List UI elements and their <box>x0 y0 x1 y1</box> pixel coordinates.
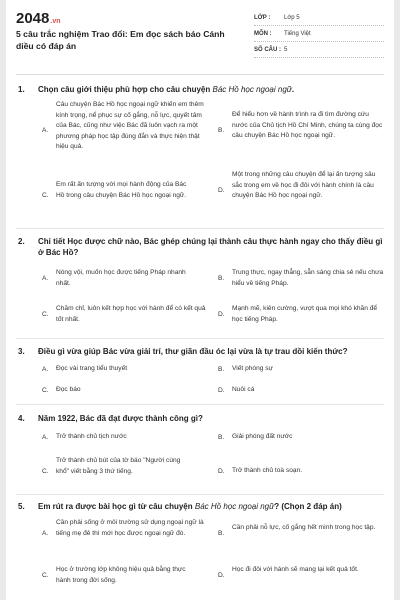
option-2-d[interactable] <box>218 304 384 326</box>
question-text-part: Em rút ra được bài học gì từ câu chuyện <box>38 502 195 511</box>
worksheet-page <box>6 0 394 600</box>
option-4-c[interactable] <box>42 456 208 488</box>
question-divider <box>16 228 384 229</box>
question-number: 2. <box>18 237 25 246</box>
meta-value: Tiếng Việt <box>284 30 311 37</box>
option-text: Viết phóng sự <box>232 365 273 372</box>
option-text: Nuôi cá <box>232 386 255 393</box>
option-4-a[interactable] <box>42 432 208 444</box>
option-letter: C. <box>42 571 49 579</box>
option-1-a[interactable] <box>42 100 208 162</box>
option-letter: B. <box>218 274 225 282</box>
option-letter: D. <box>218 310 225 318</box>
option-3-c[interactable] <box>42 385 208 397</box>
meta-key: SỐ CÂU : <box>254 46 281 53</box>
question-text-part: Chọn câu giới thiệu phù hợp cho câu chuyện <box>38 85 213 94</box>
option-text: Trở thành chủ bút của tờ báo "Người cùng khổ" viết bằng 3 thứ tiếng. <box>56 457 181 475</box>
option-letter: A. <box>42 365 49 373</box>
question-3 <box>18 346 388 358</box>
question-text: Điều gì vừa giúp Bác vừa giải trí, thư giãn đầu óc lại vừa là tự trau dồi kiến thức? <box>38 347 348 356</box>
option-letter: D. <box>218 571 225 579</box>
option-4-d[interactable] <box>218 466 384 478</box>
option-letter: C. <box>42 467 49 475</box>
option-text: Mạnh mẽ, kiên cường, vượt qua mọi khó khăn để học tiếng Pháp. <box>232 305 378 323</box>
site-logo[interactable] <box>16 10 61 27</box>
option-5-d[interactable] <box>218 565 384 587</box>
option-text: Đọc báo <box>56 386 81 393</box>
meta-row-class <box>254 10 384 26</box>
page-header <box>6 0 394 70</box>
question-text-part: . <box>291 85 295 94</box>
option-5-c[interactable] <box>42 565 208 587</box>
option-text: Giải phóng đất nước <box>232 433 293 440</box>
meta-value: Lớp 5 <box>284 14 300 21</box>
option-letter: D. <box>218 186 225 194</box>
question-text-part: ? (Chọn 2 đáp án) <box>274 502 342 511</box>
option-2-b[interactable] <box>218 268 384 290</box>
meta-key: MÔN : <box>254 30 272 37</box>
question-text-italic: Bác Hồ học ngoại ngữ <box>212 85 292 94</box>
meta-row-subject <box>254 26 384 42</box>
option-text: Đọc vài trang tiểu thuyết <box>56 365 128 372</box>
question-divider <box>16 404 384 405</box>
option-text: Cần phải sống ở môi trường sử dụng ngoại ngữ là tiếng mẹ đẻ thì mới học được ngoại ngữ đó. <box>56 519 204 537</box>
option-text: Trở thành chủ toà soạn. <box>232 467 303 474</box>
option-letter: A. <box>42 274 49 282</box>
option-text: Em rất ấn tượng với mọi hành động của Bác Hồ trong câu chuyện Bác Hồ học ngoại ngữ. <box>56 181 187 199</box>
question-divider <box>16 338 384 339</box>
option-text: Một trong những câu chuyện để lại ấn tượng sâu sắc trong em về học đi đôi với hành chính là câu chuyện Bác Hồ học ngoại ngữ. <box>232 171 376 199</box>
option-4-b[interactable] <box>218 432 384 444</box>
option-text: Câu chuyện Bác Hồ học ngoại ngữ khiến em thêm kính trọng, nể phục sự cố gắng, nỗ lực, quyết tâm của Bác, cũng như việc Bác đã luôn vạch ra một phương pháp học tập đúng đắn và thực hiện thật hiệu quả. <box>56 101 204 150</box>
logo-suffix: .vn <box>50 18 61 25</box>
option-5-a[interactable] <box>42 518 208 550</box>
question-text: Chi tiết Học được chữ nào, Bác ghép chúng lại thành câu thực hành ngay cho thấy điều gì ở Bác Hồ? <box>38 237 383 257</box>
question-number: 5. <box>18 502 25 511</box>
page-title: 5 câu trắc nghiệm Trao đổi: Em đọc sách báo Cánh diều có đáp án <box>16 29 225 51</box>
question-1 <box>18 84 388 96</box>
meta-row-count <box>254 42 384 58</box>
header-divider <box>16 74 384 75</box>
option-5-b[interactable] <box>218 523 384 545</box>
option-text: Học đi đôi với hành sẽ mang lại kết quả tốt. <box>232 566 359 573</box>
option-letter: B. <box>218 365 225 373</box>
option-3-b[interactable] <box>218 364 384 376</box>
question-divider <box>16 494 384 495</box>
question-number: 1. <box>18 85 25 94</box>
option-letter: D. <box>218 467 225 475</box>
question-text <box>38 501 388 512</box>
option-letter: B. <box>218 126 225 134</box>
option-2-a[interactable] <box>42 268 208 290</box>
question-number: 4. <box>18 414 25 423</box>
option-1-c[interactable] <box>42 180 208 212</box>
question-number: 3. <box>18 347 25 356</box>
option-letter: A. <box>42 433 49 441</box>
question-text-italic: Bác Hồ học ngoại ngữ <box>194 502 275 511</box>
option-text: Để hiểu hơn về hành trình ra đi tìm đường cứu nước của Chủ tịch Hồ Chí Minh, chúng ta cùng đọc câu chuyện Bác Hồ học ngoại ngữ. <box>232 111 383 139</box>
option-text: Trung thực, ngay thẳng, sẵn sàng chia sẻ nếu chưa hiểu về tiếng Pháp. <box>232 269 384 287</box>
option-3-a[interactable] <box>42 364 208 376</box>
option-letter: A. <box>42 529 49 537</box>
meta-key: LỚP : <box>254 14 271 21</box>
question-5 <box>18 501 388 513</box>
option-letter: A. <box>42 126 49 134</box>
logo-text: 2048 <box>16 10 50 27</box>
question-4 <box>18 413 388 425</box>
option-1-b[interactable] <box>218 110 384 152</box>
option-letter: C. <box>42 310 49 318</box>
option-text: Chăm chỉ, luôn kết hợp học với hành để có kết quả tốt nhất. <box>56 305 206 323</box>
option-text: Trở thành chủ tịch nước <box>56 433 127 440</box>
question-text <box>38 84 388 95</box>
option-1-d[interactable] <box>218 170 384 212</box>
option-letter: C. <box>42 386 49 394</box>
option-3-d[interactable] <box>218 385 384 397</box>
option-text: Học ở trường lớp không hiệu quả bằng thực hành trong đời sống. <box>56 566 186 584</box>
option-letter: B. <box>218 433 225 441</box>
option-text: Cần phải nỗ lực, cố gắng hết mình trong học tập. <box>232 524 376 531</box>
meta-value: 5 <box>284 46 288 53</box>
option-letter: B. <box>218 529 225 537</box>
option-letter: D. <box>218 386 225 394</box>
option-2-c[interactable] <box>42 304 208 326</box>
meta-table <box>254 10 384 58</box>
question-text: Năm 1922, Bác đã đạt được thành công gì? <box>38 414 203 423</box>
option-letter: C. <box>42 191 49 199</box>
question-2 <box>18 236 388 258</box>
option-text: Nóng vội, muốn học được tiếng Pháp nhanh nhất. <box>56 269 186 287</box>
